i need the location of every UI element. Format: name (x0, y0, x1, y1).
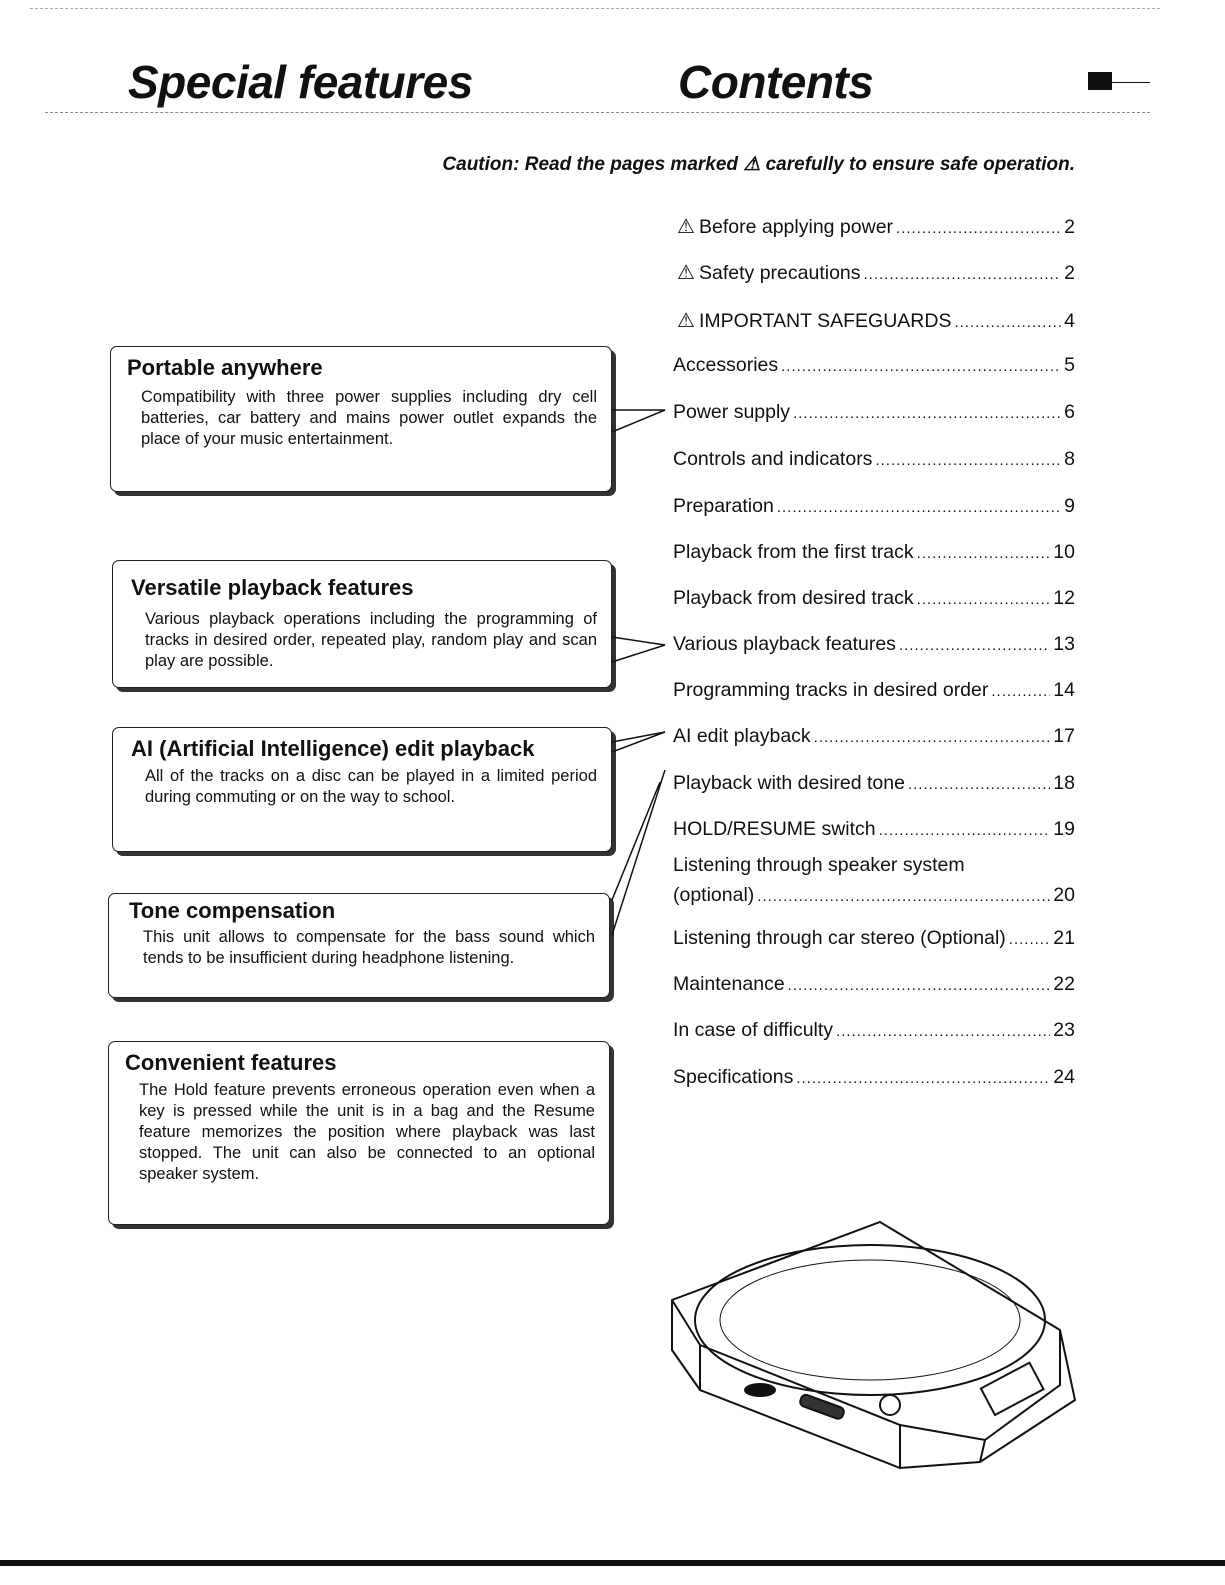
toc-label: Programming tracks in desired order (673, 679, 989, 701)
toc-page: 5 (1064, 354, 1075, 376)
feature-text: Various playback operations including the programming of tracks in desired order, repeated play, random play and scan play are possible. (145, 610, 597, 670)
toc-page: 19 (1053, 818, 1075, 840)
toc-page: 24 (1053, 1066, 1075, 1088)
toc-label: Before applying power (699, 216, 894, 238)
toc-label: Playback with desired tone (673, 772, 905, 794)
toc-label: HOLD/RESUME switch (673, 818, 876, 840)
contents-title: Contents (678, 56, 874, 108)
toc-page: 2 (1064, 262, 1075, 284)
feature-title: Portable anywhere (127, 355, 323, 380)
toc-page: 21 (1053, 927, 1075, 949)
toc-page: 18 (1053, 772, 1075, 794)
toc-page: 4 (1064, 310, 1075, 332)
feature-text: The Hold feature prevents erroneous operation even when a key is pressed while the unit is in a bag and the Resume feature memorizes the position where playback was last stopped. The unit can also be connected to an optional speaker system. (139, 1081, 595, 1183)
toc-label: Preparation (673, 495, 774, 517)
feature-title: Tone compensation (129, 898, 336, 923)
toc-label: Accessories (673, 354, 779, 376)
toc-page: 13 (1053, 633, 1075, 655)
callout-ai-edit (612, 732, 665, 752)
toc-label: Listening through car stereo (Optional) (673, 927, 1006, 949)
toc-label: Power supply (673, 401, 791, 423)
toc-label: Playback from the first track (673, 541, 914, 563)
toc-page: 8 (1064, 448, 1075, 470)
page-footer-bar (0, 1560, 1225, 1566)
toc-page: 22 (1053, 973, 1075, 995)
toc-label: Safety precautions (699, 262, 861, 284)
feature-text: All of the tracks on a disc can be played in a limited period during commuting or on the way to school. (145, 767, 597, 806)
feature-text: This unit allows to compensate for the bass sound which tends to be insufficient during headphone listening. (143, 928, 595, 967)
feature-title: Convenient features (125, 1050, 337, 1075)
toc-page: 10 (1053, 541, 1075, 563)
callout-various-playback (612, 637, 665, 662)
toc-label: In case of difficulty (673, 1019, 834, 1041)
toc-page: 20 (1053, 884, 1075, 906)
cd-player-illustration (672, 1222, 1075, 1468)
toc-page: 17 (1053, 725, 1075, 747)
warning-icon: ⚠ (677, 216, 695, 238)
callout-power-supply (612, 410, 665, 432)
feature-title: Versatile playback features (131, 575, 414, 600)
toc-page: 23 (1053, 1019, 1075, 1041)
toc-label: Controls and indicators (673, 448, 873, 470)
warning-icon: ⚠ (677, 262, 695, 284)
toc-label: Various playback features (673, 633, 896, 655)
feature-title: AI (Artificial Intelligence) edit playback (131, 736, 535, 761)
toc-label: Playback from desired track (673, 587, 914, 609)
warning-icon: ⚠ (677, 310, 695, 332)
caution-note: Caution: Read the pages marked ⚠ carefully to ensure safe operation. (442, 154, 1075, 175)
toc-page: 9 (1064, 495, 1075, 517)
toc-label-first-line: Listening through speaker system (673, 854, 965, 876)
toc-label: AI edit playback (673, 725, 811, 747)
toc-label: Maintenance (673, 973, 785, 995)
toc-label: (optional) (673, 884, 755, 906)
toc-label: IMPORTANT SAFEGUARDS (699, 310, 952, 332)
toc-page: 2 (1064, 216, 1075, 238)
toc-label: Specifications (673, 1066, 794, 1088)
toc-page: 6 (1064, 401, 1075, 423)
toc-page: 14 (1053, 679, 1075, 701)
special-features-title: Special features (128, 56, 473, 108)
callout-tone (612, 770, 665, 935)
feature-text: Compatibility with three power supplies including dry cell batteries, car battery and mains power outlet expands the place of your music entertainment. (141, 388, 597, 448)
toc-page: 12 (1053, 587, 1075, 609)
